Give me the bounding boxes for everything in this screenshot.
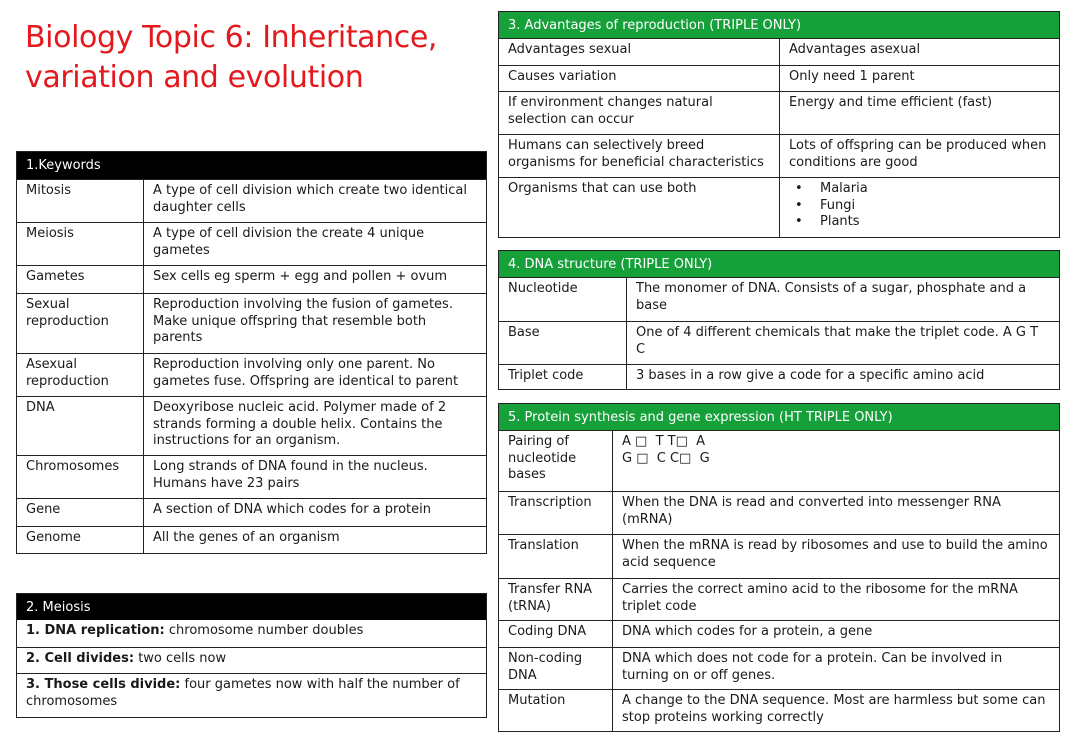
table-row	[499, 578, 1059, 620]
dna-structure-header: 4. DNA structure (TRIPLE ONLY)	[499, 251, 1059, 278]
meiosis-step	[17, 673, 486, 717]
advantages-header: 3. Advantages of reproduction (TRIPLE ONLY)	[499, 12, 1059, 39]
title-line-1: Biology Topic 6: Inheritance,	[25, 20, 438, 55]
keyword-term: Sexual reproduction	[17, 294, 144, 353]
pairing-line: A □ T T□ A	[622, 434, 706, 449]
keyword-definition: Reproduction involving only one parent. No gametes fuse. Offspring are identical to parent	[153, 357, 459, 389]
asexual-advantage: Energy and time efficient (fast)	[789, 95, 993, 110]
table-row	[17, 293, 486, 353]
table-row	[499, 39, 1059, 65]
list-item: • Plants	[789, 214, 1050, 231]
meiosis-step	[17, 647, 486, 673]
protein-term: Transcription	[499, 492, 613, 534]
keyword-definition: Long strands of DNA found in the nucleus. Humans have 23 pairs	[153, 459, 428, 491]
table-row	[17, 353, 486, 396]
table-row	[499, 364, 1059, 389]
dna-definition: 3 bases in a row give a code for a specific amino acid	[636, 368, 985, 383]
both-list	[780, 178, 1059, 237]
table-row	[499, 620, 1059, 647]
table-row	[499, 431, 1059, 491]
table-row	[17, 222, 486, 265]
meiosis-step-text: chromosome number doubles	[164, 623, 364, 638]
protein-definition: When the DNA is read and converted into messenger RNA (mRNA)	[622, 495, 1001, 527]
table-row	[499, 177, 1059, 237]
table-row	[499, 321, 1059, 364]
table-row	[17, 498, 486, 526]
keyword-definition: Reproduction involving the fusion of gametes. Make unique offspring that resemble both parents	[153, 297, 453, 345]
table-row	[499, 647, 1059, 689]
sexual-advantage: If environment changes natural selection can occur	[499, 92, 780, 134]
keyword-term: Genome	[17, 527, 144, 553]
table-row	[499, 491, 1059, 534]
keyword-definition: A type of cell division the create 4 unique gametes	[153, 226, 425, 258]
meiosis-step-text: two cells now	[134, 651, 227, 666]
list-item: • Malaria	[789, 181, 1050, 198]
keyword-definition: All the genes of an organism	[153, 530, 340, 545]
meiosis-step	[17, 620, 486, 647]
table-row	[499, 134, 1059, 177]
table-row	[17, 455, 486, 498]
keyword-definition: Deoxyribose nucleic acid. Polymer made of 2 strands forming a double helix. Contains the instructions for an organism.	[153, 400, 447, 448]
table-row	[17, 179, 486, 222]
protein-term: Translation	[499, 535, 613, 578]
protein-definition: Carries the correct amino acid to the ribosome for the mRNA triplet code	[622, 582, 1018, 614]
keyword-term: Asexual reproduction	[17, 354, 144, 396]
keywords-table	[16, 151, 487, 554]
protein-term: Non-coding DNA	[499, 648, 613, 689]
meiosis-box	[16, 593, 487, 718]
protein-definition: DNA which codes for a protein, a gene	[622, 624, 873, 639]
title-line-2: variation and evolution	[25, 60, 364, 95]
table-row	[499, 278, 1059, 321]
dna-term: Base	[499, 322, 627, 364]
keyword-definition: A section of DNA which codes for a protein	[153, 502, 431, 517]
pairing-values	[613, 431, 1059, 491]
protein-term: Pairing of nucleotide bases	[499, 431, 613, 491]
keyword-term: Mitosis	[17, 180, 144, 222]
protein-definition: DNA which does not code for a protein. Can be involved in turning on or off genes.	[622, 651, 1003, 683]
pairing-line: G □ C C□ G	[622, 450, 710, 466]
page-title	[25, 18, 465, 98]
keyword-term: Gametes	[17, 266, 144, 293]
dna-term: Triplet code	[499, 365, 627, 389]
keyword-definition: A type of cell division which create two identical daughter cells	[153, 183, 467, 215]
sexual-advantage: Causes variation	[499, 66, 780, 91]
list-item: • Fungi	[789, 198, 1050, 215]
table-row	[499, 534, 1059, 578]
meiosis-step-title: 1. DNA replication:	[26, 623, 165, 638]
table-row	[17, 265, 486, 293]
table-row	[499, 65, 1059, 91]
meiosis-step-title: 2. Cell divides:	[26, 651, 135, 666]
asexual-advantage: Only need 1 parent	[789, 69, 915, 84]
meiosis-step-text: four gametes now with half the number of chromosomes	[26, 677, 460, 709]
advantages-table	[498, 11, 1060, 238]
table-row	[17, 526, 486, 553]
meiosis-header: 2. Meiosis	[17, 594, 486, 620]
keyword-term: DNA	[17, 397, 144, 455]
protein-term: Coding DNA	[499, 621, 613, 647]
dna-definition: The monomer of DNA. Consists of a sugar, phosphate and a base	[636, 281, 1027, 313]
table-row	[499, 91, 1059, 134]
keywords-header: 1.Keywords	[17, 152, 486, 179]
dna-definition: One of 4 different chemicals that make the triplet code. A G T C	[636, 325, 1039, 357]
keyword-term: Chromosomes	[17, 456, 144, 498]
dna-structure-table	[498, 250, 1060, 390]
column-header-sexual: Advantages sexual	[499, 39, 780, 65]
both-label: Organisms that can use both	[499, 178, 780, 237]
table-row	[17, 396, 486, 455]
asexual-advantage: Lots of offspring can be produced when conditions are good	[789, 138, 1047, 170]
protein-synthesis-table	[498, 403, 1060, 732]
keyword-definition: Sex cells eg sperm + egg and pollen + ovum	[153, 269, 448, 284]
protein-definition: When the mRNA is read by ribosomes and use to build the amino acid sequence	[622, 538, 1048, 570]
table-row	[499, 689, 1059, 731]
protein-synthesis-header: 5. Protein synthesis and gene expression (HT TRIPLE ONLY)	[499, 404, 1059, 431]
sexual-advantage: Humans can selectively breed organisms for beneficial characteristics	[499, 135, 780, 177]
dna-term: Nucleotide	[499, 278, 627, 321]
protein-term: Transfer RNA (tRNA)	[499, 579, 613, 620]
protein-definition: A change to the DNA sequence. Most are harmless but some can stop proteins working correctly	[622, 693, 1046, 725]
meiosis-step-title: 3. Those cells divide:	[26, 677, 181, 692]
column-header-asexual: Advantages asexual	[789, 42, 921, 57]
keyword-term: Gene	[17, 499, 144, 526]
protein-term: Mutation	[499, 690, 613, 731]
keyword-term: Meiosis	[17, 223, 144, 265]
